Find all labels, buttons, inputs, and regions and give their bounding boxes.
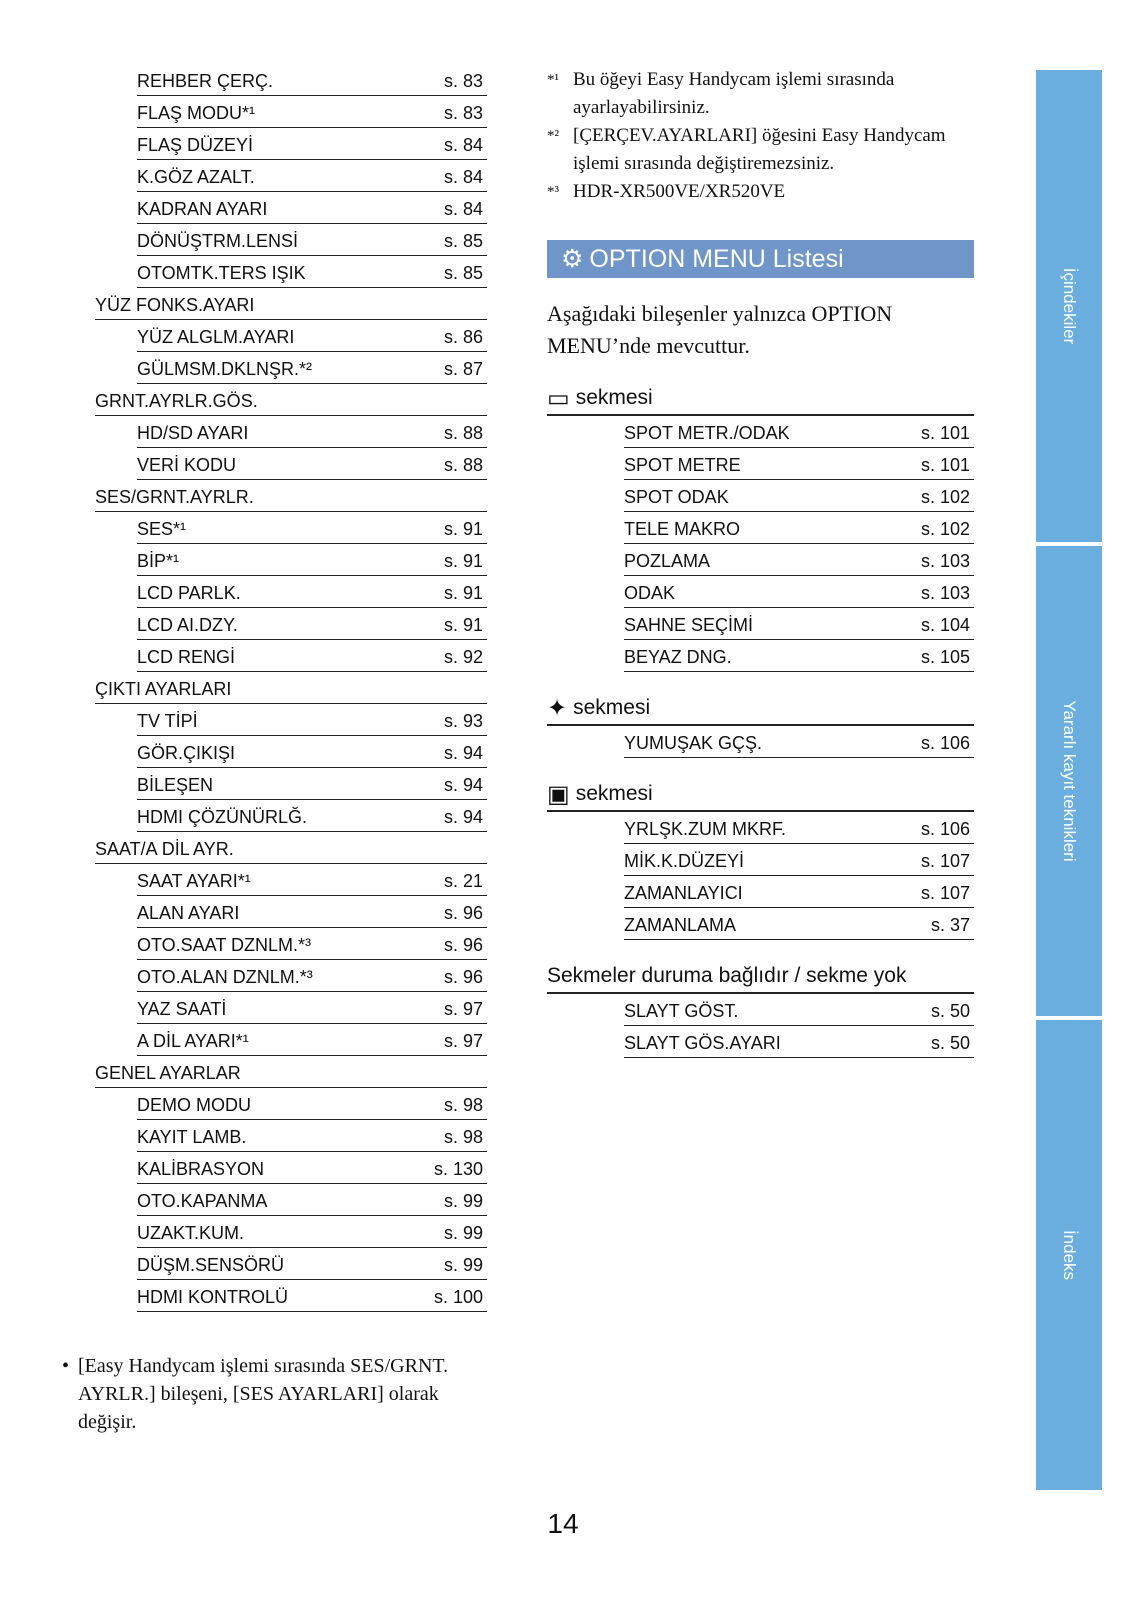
footnote-text: HDR-XR500VE/XR520VE bbox=[573, 181, 786, 202]
menu-row bbox=[137, 736, 487, 768]
row-page: s. 50 bbox=[930, 1001, 970, 1021]
row-label: OTOMTK.TERS IŞIK bbox=[137, 263, 306, 283]
row-label: SAAT/A DİL AYR. bbox=[95, 839, 234, 859]
menu-row bbox=[137, 224, 487, 256]
row-label: K.GÖZ AZALT. bbox=[137, 167, 255, 187]
row-label: YRLŞK.ZUM MKRF. bbox=[624, 819, 787, 839]
row-label: GÖR.ÇIKIŞI bbox=[137, 743, 236, 763]
row-label: BEYAZ DNG. bbox=[624, 647, 732, 667]
row-label: HDMI KONTROLÜ bbox=[137, 1287, 289, 1307]
camera-icon: ▭ bbox=[547, 384, 570, 412]
row-label: ZAMANLAYICI bbox=[624, 883, 743, 903]
row-label: SPOT METR./ODAK bbox=[624, 423, 790, 443]
settings-list bbox=[95, 64, 487, 1312]
row-label: DEMO MODU bbox=[137, 1095, 251, 1115]
row-page: s. 96 bbox=[443, 903, 483, 923]
row-label: OTO.KAPANMA bbox=[137, 1191, 268, 1211]
section-header bbox=[547, 382, 974, 416]
row-label: FLAŞ DÜZEYİ bbox=[137, 135, 254, 155]
row-label: KAYIT LAMB. bbox=[137, 1127, 247, 1147]
row-page: s. 98 bbox=[443, 1095, 483, 1115]
option-icon: ⚙ bbox=[561, 245, 584, 273]
row-page: s. 102 bbox=[920, 519, 970, 539]
menu-row bbox=[137, 704, 487, 736]
row-label: YAZ SAATİ bbox=[137, 999, 227, 1019]
row-label: ÇIKTI AYARLARI bbox=[95, 679, 232, 699]
menu-row bbox=[95, 832, 487, 864]
section-title: sekmesi bbox=[575, 386, 653, 409]
option-menu-banner: ⚙ OPTION MENU Listesi bbox=[547, 240, 974, 278]
row-page: s. 91 bbox=[443, 583, 483, 603]
section-header bbox=[547, 778, 974, 812]
menu-row bbox=[137, 256, 487, 288]
row-label: LCD PARLK. bbox=[137, 583, 241, 603]
option-row bbox=[624, 994, 974, 1026]
option-row bbox=[624, 608, 974, 640]
menu-row bbox=[137, 640, 487, 672]
row-page: s. 92 bbox=[443, 647, 483, 667]
row-label: A DİL AYARI*¹ bbox=[137, 1031, 249, 1051]
row-label: BİLEŞEN bbox=[137, 775, 214, 795]
footnotes bbox=[547, 66, 974, 206]
bullet-note: • [Easy Handycam işlemi sırasında SES/GRNT. AYRLR.] bileşeni, [SES AYARLARI] olarak değişir. bbox=[62, 1355, 449, 1433]
row-label: SPOT METRE bbox=[624, 455, 741, 475]
menu-row bbox=[137, 448, 487, 480]
menu-row bbox=[137, 1024, 487, 1056]
row-page: s. 107 bbox=[920, 883, 970, 903]
section-title: sekmesi bbox=[573, 696, 651, 719]
row-page: s. 96 bbox=[443, 935, 483, 955]
row-label: SAAT AYARI*¹ bbox=[137, 871, 251, 891]
option-sections bbox=[547, 382, 974, 1058]
row-label: SLAYT GÖST. bbox=[624, 1001, 739, 1021]
row-page: s. 85 bbox=[443, 231, 483, 251]
footnote-mark: *¹ bbox=[547, 72, 559, 88]
row-label: UZAKT.KUM. bbox=[137, 1223, 245, 1243]
row-label: KALİBRASYON bbox=[137, 1159, 265, 1179]
row-label: YUMUŞAK GÇŞ. bbox=[624, 733, 763, 753]
menu-row bbox=[137, 608, 487, 640]
row-label: YÜZ ALGLM.AYARI bbox=[137, 327, 295, 347]
menu-row bbox=[137, 192, 487, 224]
row-page: s. 97 bbox=[443, 1031, 483, 1051]
row-page: s. 130 bbox=[433, 1159, 483, 1179]
right-column bbox=[547, 66, 974, 1058]
option-row bbox=[624, 640, 974, 672]
menu-row bbox=[137, 416, 487, 448]
side-tabs bbox=[1036, 70, 1102, 1490]
row-page: s. 102 bbox=[920, 487, 970, 507]
option-row bbox=[624, 812, 974, 844]
menu-row bbox=[137, 352, 487, 384]
row-label: OTO.SAAT DZNLM.*³ bbox=[137, 935, 312, 955]
row-page: s. 37 bbox=[930, 915, 970, 935]
row-label: FLAŞ MODU*¹ bbox=[137, 103, 256, 123]
row-label: HD/SD AYARI bbox=[137, 423, 249, 443]
row-page: s. 84 bbox=[443, 199, 483, 219]
row-page: s. 86 bbox=[443, 327, 483, 347]
row-label: GÜLMSM.DKLNŞR.*² bbox=[137, 359, 313, 379]
menu-row bbox=[137, 64, 487, 96]
menu-row bbox=[137, 960, 487, 992]
menu-row bbox=[137, 1280, 487, 1312]
row-label: SAHNE SEÇİMİ bbox=[624, 615, 754, 635]
footnote-text: Bu öğeyi Easy Handycam işlemi sırasında ayarlayabilirsiniz. bbox=[573, 69, 895, 118]
row-page: s. 100 bbox=[433, 1287, 483, 1307]
row-page: s. 106 bbox=[920, 819, 970, 839]
option-row bbox=[624, 544, 974, 576]
menu-row bbox=[137, 1248, 487, 1280]
menu-row bbox=[137, 1152, 487, 1184]
row-page: s. 88 bbox=[443, 423, 483, 443]
option-row bbox=[624, 908, 974, 940]
option-row bbox=[624, 726, 974, 758]
row-page: s. 84 bbox=[443, 135, 483, 155]
row-page: s. 50 bbox=[930, 1033, 970, 1053]
row-page: s. 94 bbox=[443, 775, 483, 795]
row-page: s. 106 bbox=[920, 733, 970, 753]
row-page: s. 103 bbox=[920, 551, 970, 571]
row-label: REHBER ÇERÇ. bbox=[137, 71, 274, 91]
option-row bbox=[624, 576, 974, 608]
row-page: s. 94 bbox=[443, 807, 483, 827]
menu-row bbox=[137, 1088, 487, 1120]
row-label: SLAYT GÖS.AYARI bbox=[624, 1033, 781, 1053]
menu-row bbox=[137, 800, 487, 832]
row-label: SES/GRNT.AYRLR. bbox=[95, 487, 254, 507]
row-label: LCD RENGİ bbox=[137, 647, 236, 667]
row-page: s. 96 bbox=[443, 967, 483, 987]
row-label: ALAN AYARI bbox=[137, 903, 240, 923]
menu-row bbox=[137, 928, 487, 960]
menu-row bbox=[137, 1120, 487, 1152]
footnote bbox=[547, 122, 974, 178]
menu-row bbox=[137, 320, 487, 352]
footnote-text: [ÇERÇEV.AYARLARI] öğesini Easy Handycam işlemi sırasında değiştiremezsiniz. bbox=[573, 125, 946, 174]
row-label: ZAMANLAMA bbox=[624, 915, 737, 935]
footnote-mark: *² bbox=[547, 128, 559, 144]
row-label: SPOT ODAK bbox=[624, 487, 729, 507]
section-title: Sekmeler duruma bağlıdır / sekme yok bbox=[547, 964, 907, 987]
row-label: BİP*¹ bbox=[137, 551, 180, 571]
option-row bbox=[624, 876, 974, 908]
row-page: s. 91 bbox=[443, 519, 483, 539]
row-label: VERİ KODU bbox=[137, 455, 237, 475]
row-label: SES*¹ bbox=[137, 519, 187, 539]
menu-row bbox=[137, 576, 487, 608]
menu-row bbox=[137, 896, 487, 928]
row-page: s. 101 bbox=[920, 455, 970, 475]
row-page: s. 94 bbox=[443, 743, 483, 763]
row-page: s. 101 bbox=[920, 423, 970, 443]
row-page: s. 99 bbox=[443, 1255, 483, 1275]
row-page: s. 83 bbox=[443, 71, 483, 91]
row-label: GENEL AYARLAR bbox=[95, 1063, 241, 1083]
menu-row bbox=[137, 160, 487, 192]
tab-techniques[interactable]: Yararlı kayıt teknikleri bbox=[1036, 546, 1102, 1016]
menu-row bbox=[137, 128, 487, 160]
footnote bbox=[547, 178, 974, 206]
row-label: MİK.K.DÜZEYİ bbox=[624, 851, 745, 871]
row-label: DÖNÜŞTRM.LENSİ bbox=[137, 231, 299, 251]
row-page: s. 104 bbox=[920, 615, 970, 635]
row-label: OTO.ALAN DZNLM.*³ bbox=[137, 967, 313, 987]
menu-row bbox=[95, 288, 487, 320]
row-label: POZLAMA bbox=[624, 551, 711, 571]
row-label: GRNT.AYRLR.GÖS. bbox=[95, 391, 258, 411]
menu-row bbox=[137, 96, 487, 128]
section-title: sekmesi bbox=[575, 782, 653, 805]
row-label: TV TİPİ bbox=[137, 711, 198, 731]
menu-row bbox=[95, 1056, 487, 1088]
menu-row bbox=[137, 992, 487, 1024]
row-page: s. 107 bbox=[920, 851, 970, 871]
row-label: TELE MAKRO bbox=[624, 519, 741, 539]
page-number: 14 bbox=[547, 1508, 579, 1539]
row-page: s. 83 bbox=[443, 103, 483, 123]
intro-text: Aşağıdaki bileşenler yalnızca OPTION MENU’nde mevcuttur. bbox=[547, 301, 893, 358]
row-page: s. 105 bbox=[920, 647, 970, 667]
row-page: s. 85 bbox=[443, 263, 483, 283]
row-page: s. 98 bbox=[443, 1127, 483, 1147]
row-page: s. 84 bbox=[443, 167, 483, 187]
menu-row bbox=[137, 544, 487, 576]
footnote bbox=[547, 66, 974, 122]
option-row bbox=[624, 512, 974, 544]
row-label: LCD AI.DZY. bbox=[137, 615, 238, 635]
option-row bbox=[624, 480, 974, 512]
option-row bbox=[624, 844, 974, 876]
tab-contents[interactable]: İçindekiler bbox=[1036, 70, 1102, 542]
row-label: ODAK bbox=[624, 583, 676, 603]
effect-icon: ✦ bbox=[547, 694, 568, 722]
menu-row bbox=[137, 512, 487, 544]
menu-row bbox=[95, 384, 487, 416]
menu-row bbox=[137, 768, 487, 800]
menu-row bbox=[137, 864, 487, 896]
row-page: s. 88 bbox=[443, 455, 483, 475]
row-page: s. 87 bbox=[443, 359, 483, 379]
row-page: s. 93 bbox=[443, 711, 483, 731]
menu-row bbox=[95, 672, 487, 704]
row-page: s. 99 bbox=[443, 1223, 483, 1243]
row-label: KADRAN AYARI bbox=[137, 199, 268, 219]
footnote-mark: *³ bbox=[547, 184, 559, 200]
row-page: s. 91 bbox=[443, 615, 483, 635]
row-page: s. 91 bbox=[443, 551, 483, 571]
tab-index[interactable]: İndeks bbox=[1036, 1020, 1102, 1490]
row-page: s. 97 bbox=[443, 999, 483, 1019]
row-label: YÜZ FONKS.AYARI bbox=[95, 295, 255, 315]
option-row bbox=[624, 448, 974, 480]
option-row bbox=[624, 416, 974, 448]
option-row bbox=[624, 1026, 974, 1058]
row-page: s. 103 bbox=[920, 583, 970, 603]
menu-row bbox=[137, 1216, 487, 1248]
row-page: s. 99 bbox=[443, 1191, 483, 1211]
row-label: HDMI ÇÖZÜNÜRLĞ. bbox=[137, 807, 307, 827]
menu-row bbox=[137, 1184, 487, 1216]
row-page: s. 21 bbox=[443, 871, 483, 891]
section-header bbox=[547, 692, 974, 726]
section-header bbox=[547, 960, 974, 994]
row-label: DÜŞM.SENSÖRÜ bbox=[137, 1255, 285, 1275]
menu-row bbox=[95, 480, 487, 512]
toolbox-icon: ▣ bbox=[547, 780, 570, 808]
